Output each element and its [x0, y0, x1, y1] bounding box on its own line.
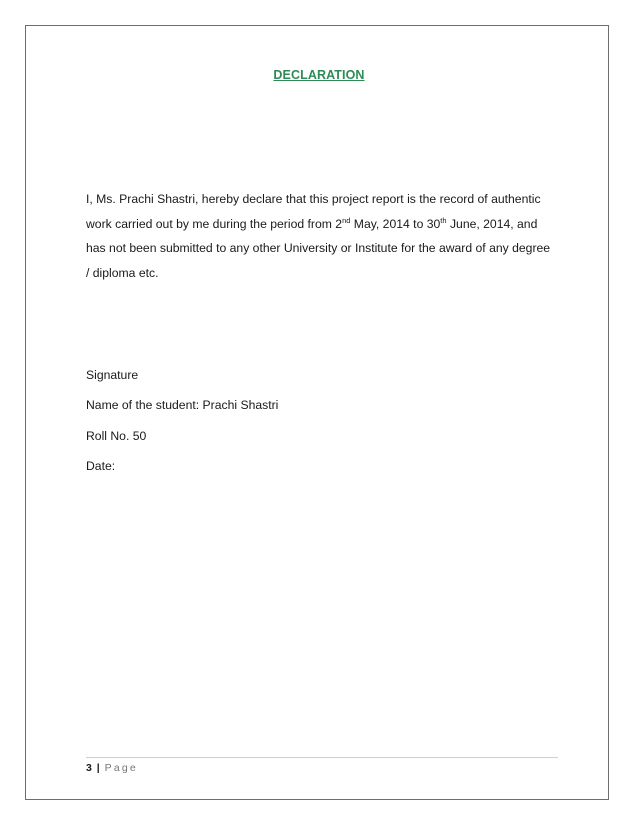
page-label: Page — [104, 762, 138, 774]
footer-separator: | — [96, 762, 100, 774]
page-number: 3 — [86, 762, 92, 774]
paragraph-text-2: May, 2014 to 30 — [350, 216, 441, 231]
superscript-th: th — [440, 215, 447, 225]
paragraph-text-3: June, 2014, and has not been submitted to any other University or Institute for the award of any degree / diploma etc. — [86, 216, 551, 280]
date-line: Date: — [86, 459, 116, 473]
footer-rule — [86, 757, 558, 758]
page-title: DECLARATION — [273, 68, 365, 82]
page-border — [25, 25, 609, 800]
declaration-paragraph — [86, 187, 556, 285]
paragraph-text-1: I, Ms. Prachi Shastri, hereby declare that this project report is the record of authentic work carried out by me during the period from 2 — [86, 192, 541, 231]
page-footer — [86, 762, 138, 774]
signature-label: Signature — [86, 368, 139, 382]
roll-no-line: Roll No. 50 — [86, 429, 147, 443]
superscript-nd: nd — [342, 215, 351, 225]
student-name-line: Name of the student: Prachi Shastri — [86, 398, 279, 412]
